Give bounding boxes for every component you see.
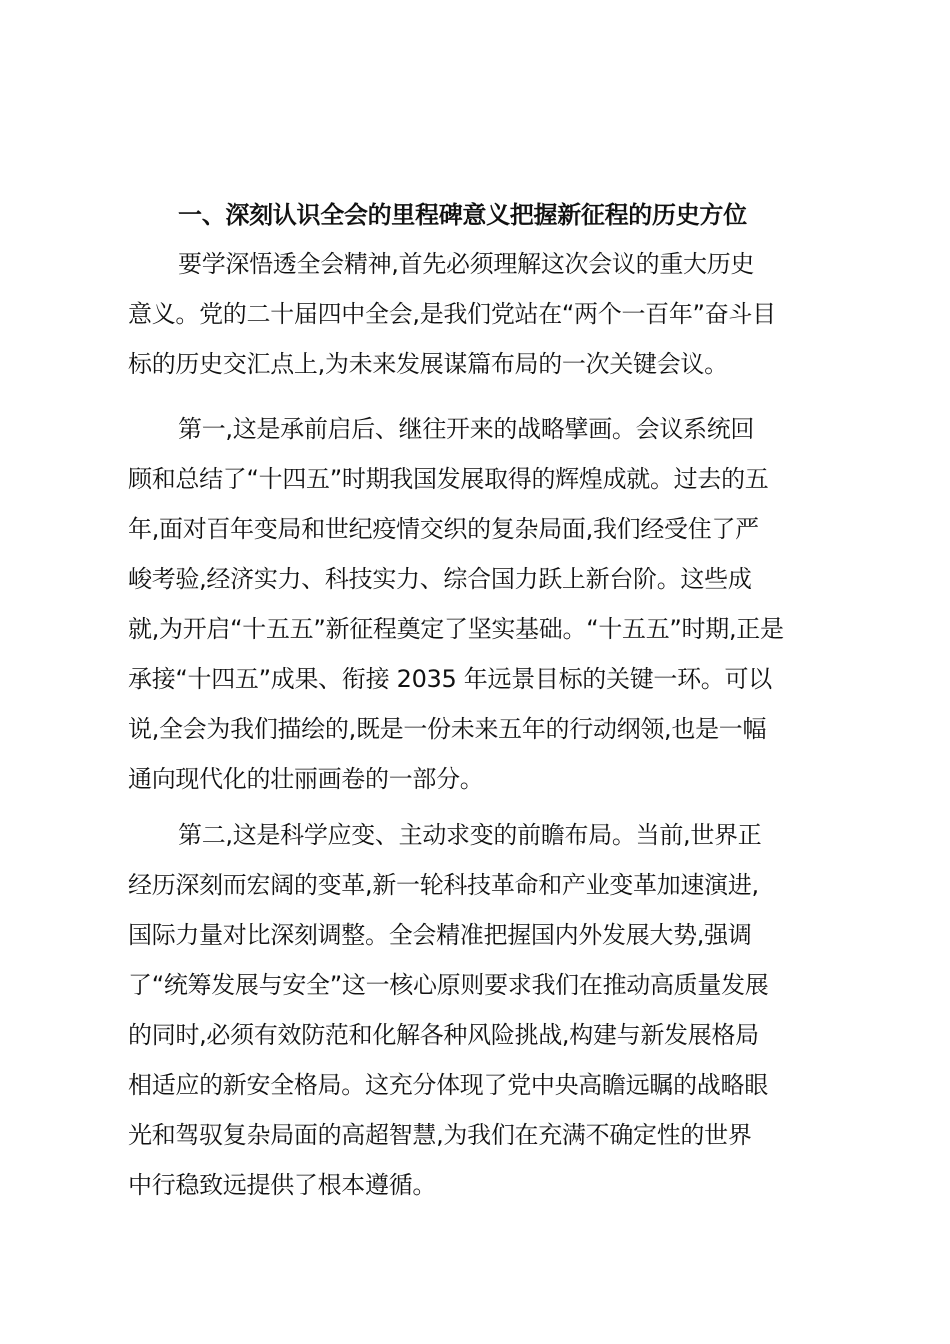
paragraph-line: 承接“十四五”成果、衔接 2035 年远景目标的关键一环。可以 — [128, 665, 772, 693]
paragraph-line: 第一,这是承前启后、继往开来的战略擘画。会议系统回 — [178, 415, 755, 443]
paragraph-line: 就,为开启“十五五”新征程奠定了坚实基础。“十五五”时期,正是 — [128, 615, 784, 643]
paragraph-line: 经历深刻而宏阔的变革,新一轮科技革命和产业变革加速演进, — [128, 871, 759, 899]
paragraph-line: 的同时,必须有效防范和化解各种风险挑战,构建与新发展格局 — [128, 1021, 759, 1049]
paragraph-line: 相适应的新安全格局。这充分体现了党中央高瞻远瞩的战略眼 — [128, 1071, 768, 1099]
paragraph-line: 意义。党的二十届四中全会,是我们党站在“两个一百年”奋斗目 — [128, 300, 776, 328]
paragraph-line: 要学深悟透全会精神,首先必须理解这次会议的重大历史 — [178, 250, 755, 278]
paragraph-line: 顾和总结了“十四五”时期我国发展取得的辉煌成就。过去的五 — [128, 465, 769, 493]
paragraph-line: 中行稳致远提供了根本遵循。 — [128, 1171, 437, 1199]
paragraph-first-point — [128, 404, 828, 804]
paragraph-line: 说,全会为我们描绘的,既是一份未来五年的行动纲领,也是一幅 — [128, 715, 767, 743]
section-heading: 一、深刻认识全会的里程碑意义把握新征程的历史方位 — [178, 201, 747, 229]
paragraph-line: 光和驾驭复杂局面的高超智慧,为我们在充满不确定性的世界 — [128, 1121, 752, 1149]
paragraph-line: 第二,这是科学应变、主动求变的前瞻布局。当前,世界正 — [178, 821, 762, 849]
paragraph-intro — [128, 239, 828, 389]
paragraph-second-point — [128, 810, 828, 1210]
paragraph-line: 通向现代化的壮丽画卷的一部分。 — [128, 765, 484, 793]
paragraph-line: 年,面对百年变局和世纪疫情交织的复杂局面,我们经受住了严 — [128, 515, 759, 543]
paragraph-line: 标的历史交汇点上,为未来发展谋篇布局的一次关键会议。 — [128, 350, 728, 378]
paragraph-line: 国际力量对比深刻调整。全会精准把握国内外发展大势,强调 — [128, 921, 752, 949]
paragraph-line: 峻考验,经济实力、科技实力、综合国力跃上新台阶。这些成 — [128, 565, 752, 593]
paragraph-line: 了“统筹发展与安全”这一核心原则要求我们在推动高质量发展 — [128, 971, 769, 999]
